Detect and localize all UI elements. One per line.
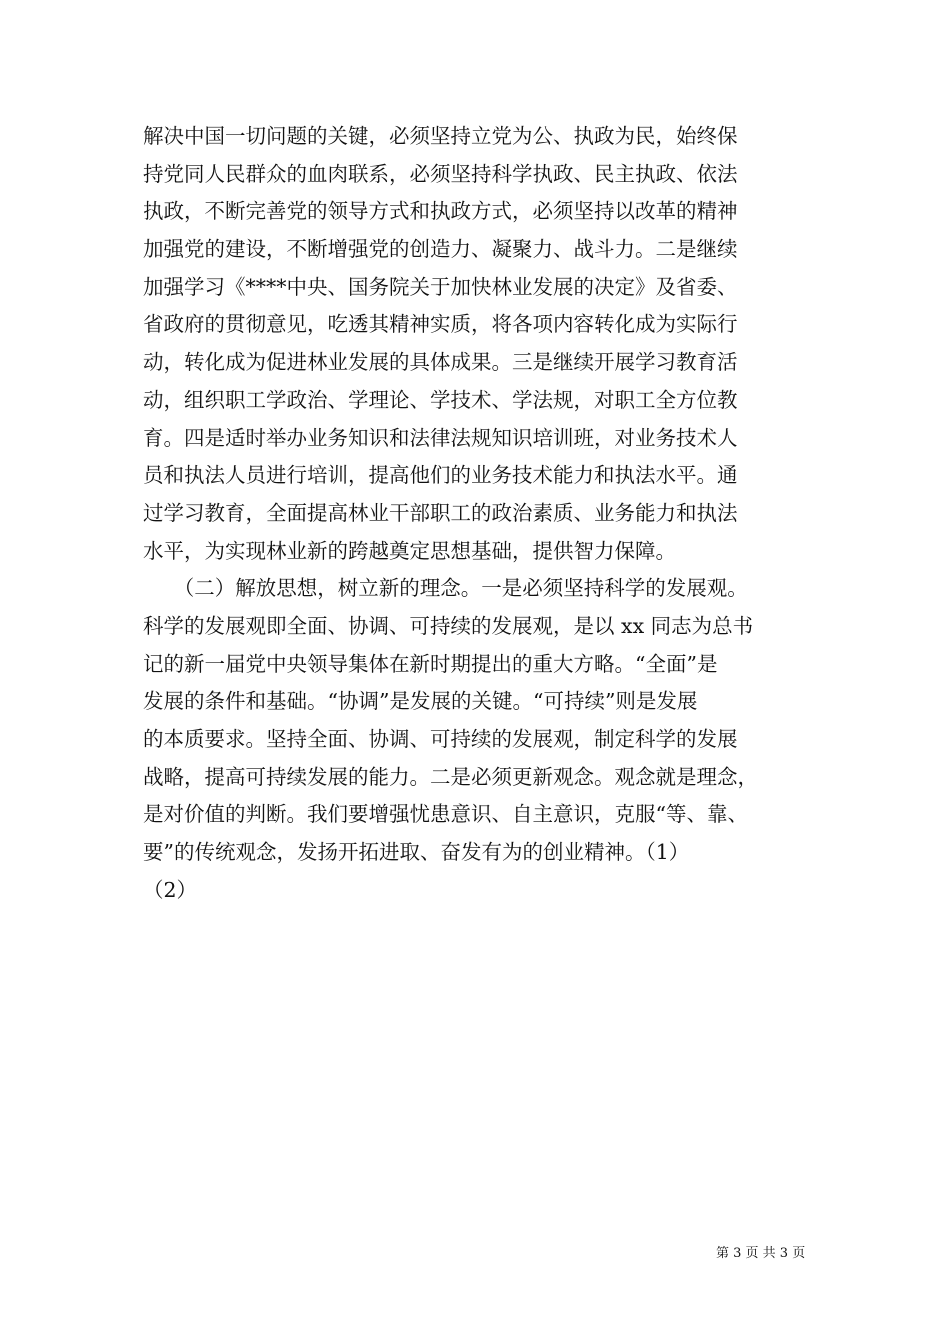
text-line-16: 发展的条件和基础。“协调”是发展的关键。“可持续”则是发展 bbox=[143, 689, 698, 714]
text-line-2: 持党同人民群众的血肉联系，必须坚持科学执政、民主执政、依法 bbox=[143, 161, 738, 186]
text-line-8: 动，组织职工学政治、学理论、学技术、学法规，对职工全方位教 bbox=[143, 387, 738, 412]
text-line-10: 员和执法人员进行培训，提高他们的业务技术能力和执法水平。通 bbox=[143, 463, 738, 488]
text-line-14: 科学的发展观即全面、协调、可持续的发展观，是以 xx 同志为总书 bbox=[143, 613, 754, 638]
text-line-15: 记的新一届党中央领导集体在新时期提出的重大方略。“全面”是 bbox=[143, 651, 718, 676]
text-line-18: 战略，提高可持续发展的能力。二是必须更新观念。观念就是理念， bbox=[143, 764, 758, 789]
text-line-17: 的本质要求。坚持全面、协调、可持续的发展观，制定科学的发展 bbox=[143, 727, 738, 751]
text-line-7: 动，转化成为促进林业发展的具体成果。三是继续开展学习教育活 bbox=[143, 350, 738, 375]
text-line-21: （2） bbox=[143, 877, 198, 902]
text-line-12: 水平，为实现林业新的跨越奠定思想基础，提供智力保障。 bbox=[143, 538, 676, 563]
text-line-5: 加强学习《****中央、国务院关于加快林业发展的决定》及省委、 bbox=[143, 274, 738, 299]
text-line-20: 要”的传统观念，发扬开拓进取、奋发有为的创业精神。（1） bbox=[143, 840, 690, 865]
text-line-6: 省政府的贯彻意见，吃透其精神实质，将各项内容转化成为实际行 bbox=[143, 312, 738, 337]
text-line-13: （二）解放思想，树立新的理念。一是必须坚持科学的发展观。 bbox=[143, 576, 748, 601]
text-line-11: 过学习教育，全面提高林业干部职工的政治素质、业务能力和执法 bbox=[143, 500, 738, 525]
page-number-footer: 第 3 页 共 3 页 bbox=[716, 1246, 806, 1261]
text-line-3: 执政，不断完善党的领导方式和执政方式，必须坚持以改革的精神 bbox=[143, 199, 738, 224]
text-line-9: 育。四是适时举办业务知识和法律法规知识培训班，对业务技术人 bbox=[143, 425, 738, 450]
text-line-19: 是对价值的判断。我们要增强忧患意识、自主意识，克服“等、靠、 bbox=[143, 802, 748, 827]
text-line-1: 解决中国一切问题的关键，必须坚持立党为公、执政为民，始终保 bbox=[143, 124, 738, 148]
document-body bbox=[143, 118, 813, 909]
text-line-4: 加强党的建设，不断增强党的创造力、凝聚力、战斗力。二是继续 bbox=[143, 237, 738, 262]
